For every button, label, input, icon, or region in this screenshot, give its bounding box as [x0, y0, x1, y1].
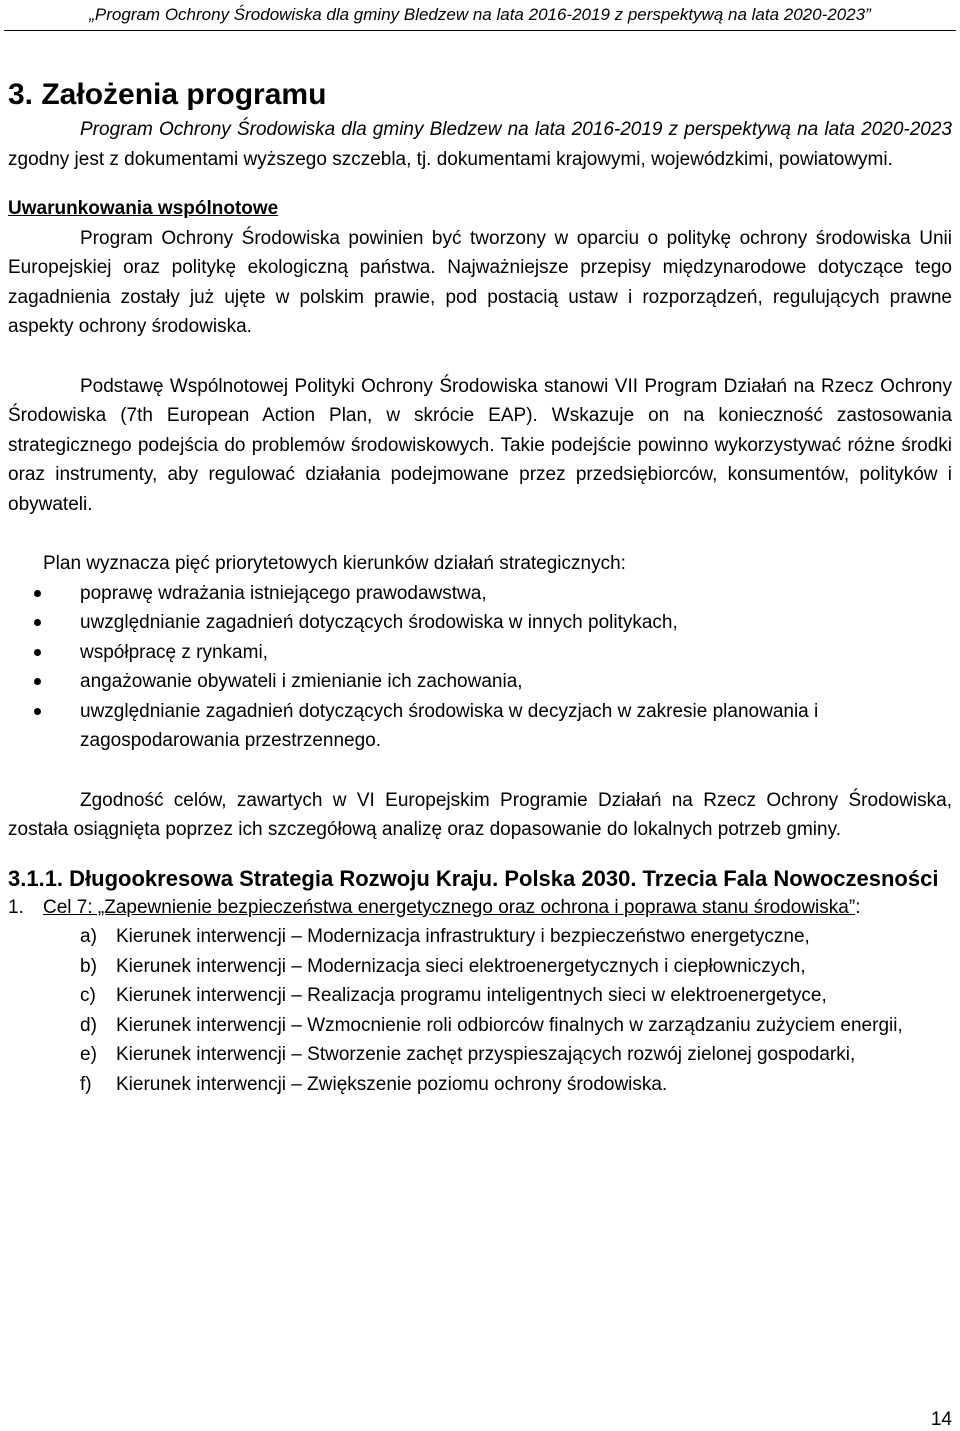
list-item: f) Kierunek interwencji – Zwiększenie poziomu ochrony środowiska.: [8, 1070, 952, 1100]
community-paragraph-2: Podstawę Wspólnotowej Polityki Ochrony Środowiska stanowi VII Program Działań na Rzecz Ochrony Środowiska (7th European Action Plan, w skrócie EAP). Wskazuje on na konieczność zastosowania strategicznego podejścia do problemów środowiskowych. Takie podejście powinno wykorzystywać różne środki oraz instrumenty, aby regulować działania podejmowane przez przedsiębiorców, konsumentów, polityków i obywateli.: [8, 375, 952, 515]
priority-list: [8, 579, 952, 756]
page-number: 14: [930, 1409, 952, 1430]
list-item: angażowanie obywateli i zmienianie ich zachowania,: [8, 667, 952, 697]
intervention-list: [8, 922, 952, 1099]
running-header: „Program Ochrony Środowiska dla gminy Bledzew na lata 2016-2019 z perspektywą na lata 2020-2023”: [89, 5, 871, 24]
item-marker: c): [80, 985, 96, 1006]
item-marker: e): [80, 1044, 97, 1065]
item-marker: b): [80, 955, 97, 977]
compliance-paragraph: Zgodność celów, zawartych w VI Europejskim Programie Działań na Rzecz Ochrony Środowiska, została osiągnięta poprzez ich szczegółową analizę oraz dopasowanie do lokalnych potrzeb gminy.: [8, 789, 952, 840]
bullet-icon: [34, 708, 41, 715]
list-item: uwzględnianie zagadnień dotyczących środowiska w decyzjach w zakresie planowania i zagospodarowania przestrzennego.: [8, 697, 952, 756]
list-item: d) Kierunek interwencji – Wzmocnienie roli odbiorców finalnych w zarządzaniu zużyciem energii,: [8, 1011, 952, 1041]
item-marker: f): [80, 1073, 92, 1095]
list-item: poprawę wdrażania istniejącego prawodawstwa,: [8, 579, 952, 609]
section-title: 3. Założenia programu: [8, 78, 327, 111]
header-divider: [4, 30, 956, 31]
bullet-icon: [34, 649, 41, 656]
goal-title: Cel 7: „Zapewnienie bezpieczeństwa energetycznego oraz ochrona i poprawa stanu środowiska”: [43, 896, 856, 918]
bullet-icon: [34, 619, 41, 626]
list-item: c) Kierunek interwencji – Realizacja programu inteligentnych sieci w elektroenergetyce,: [8, 981, 952, 1011]
list-item: b) Kierunek interwencji – Modernizacja sieci elektroenergetycznych i ciepłowniczych,: [8, 952, 952, 982]
bullet-icon: [34, 678, 41, 685]
bullet-icon: [34, 590, 41, 597]
item-marker: a): [80, 926, 97, 947]
community-heading: Uwarunkowania wspólnotowe: [8, 198, 279, 219]
plan-intro: Plan wyznacza pięć priorytetowych kierunków działań strategicznych:: [43, 553, 626, 574]
intro-paragraph: [8, 115, 952, 174]
intro-paragraph-rest: zgodny jest z dokumentami wyższego szczebla, tj. dokumentami krajowymi, wojewódzkimi, powiatowymi.: [8, 148, 893, 170]
goal-colon: :: [855, 896, 861, 918]
list-item: a) Kierunek interwencji – Modernizacja infrastruktury i bezpieczeństwo energetyczne,: [8, 922, 952, 952]
goal-line: [8, 893, 952, 923]
list-item: współpracę z rynkami,: [8, 638, 952, 668]
community-paragraph-1: Program Ochrony Środowiska powinien być tworzony w oparciu o politykę ochrony środowiska Unii Europejskiej oraz politykę ekologiczną państwa. Najważniejsze przepisy międzynarodowe dotyczące tego zagadnienia zostały już ujęte w polskim prawie, pod postacią ustaw i rozporządzeń, regulujących prawne aspekty ochrony środowiska.: [8, 227, 952, 337]
item-marker: d): [80, 1014, 97, 1036]
document-body: [8, 76, 952, 1099]
list-item: e) Kierunek interwencji – Stworzenie zachęt przyspieszających rozwój zielonej gospodarki,: [8, 1040, 952, 1070]
list-item: uwzględnianie zagadnień dotyczących środowiska w innych politykach,: [8, 608, 952, 638]
goal-number: 1.: [8, 896, 24, 918]
strategy-heading: 3.1.1. Długookresowa Strategia Rozwoju Kraju. Polska 2030. Trzecia Fala Nowoczesności: [8, 865, 939, 891]
intro-program-name: Program Ochrony Środowiska dla gminy Bledzew na lata 2016-2019 z perspektywą na lata 2020-2023: [80, 119, 952, 140]
